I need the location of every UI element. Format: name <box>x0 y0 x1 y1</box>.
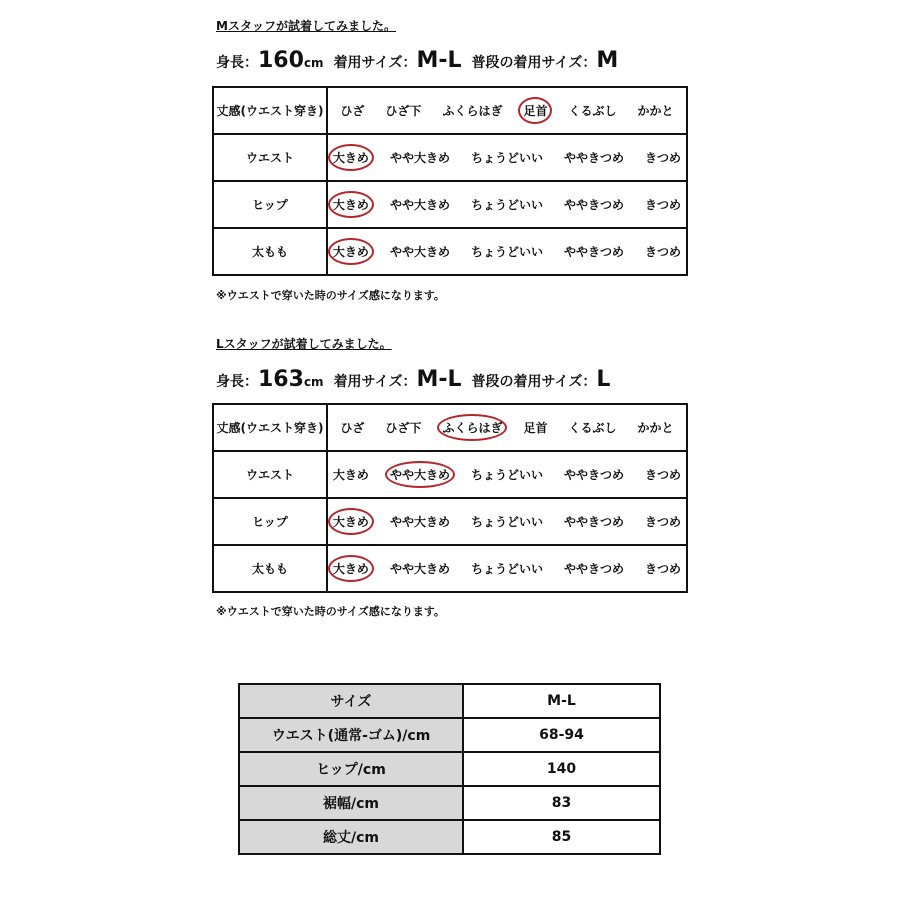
fit-option: きつめ <box>644 198 681 212</box>
fit-options-cell <box>327 451 687 498</box>
size-spec-table <box>238 683 661 855</box>
size-key: ヒップ/cm <box>239 752 463 786</box>
height-unit: cm <box>303 56 324 70</box>
size-key: ウエスト(通常-ゴム)/cm <box>239 718 463 752</box>
size-value: 83 <box>463 786 660 820</box>
fit-row-label: ウエスト <box>213 451 327 498</box>
fit-option: ちょうどいい <box>470 515 543 529</box>
fit-option: ひざ <box>340 104 365 118</box>
fit-row-label: 太もも <box>213 228 327 275</box>
fit-option: ひざ下 <box>385 421 422 435</box>
size-key: 裾幅/cm <box>239 786 463 820</box>
size-row <box>239 786 660 820</box>
fit-row <box>213 545 687 592</box>
fit-row-label: ヒップ <box>213 498 327 545</box>
fit-option-selected: やや大きめ <box>385 461 455 488</box>
m-staff-stats <box>216 48 618 73</box>
size-value: 140 <box>463 752 660 786</box>
fit-options-cell <box>327 228 687 275</box>
fit-row <box>213 451 687 498</box>
fit-option: ふくらはぎ <box>442 104 503 118</box>
fit-row <box>213 87 687 134</box>
fit-option: ちょうどいい <box>470 245 543 259</box>
fit-option: かかと <box>637 104 674 118</box>
fit-option-selected: 大きめ <box>328 144 374 171</box>
size-value: 85 <box>463 820 660 854</box>
fit-option: やや大きめ <box>389 515 450 529</box>
fit-option: くるぶし <box>568 421 617 435</box>
m-staff-note: ※ウエストで穿いた時のサイズ感になります。 <box>216 289 445 302</box>
usual-size-label: 普段の着用サイズ： <box>471 374 597 390</box>
fit-option: きつめ <box>644 515 681 529</box>
usual-size-value: L <box>596 367 611 392</box>
fit-option-selected: 大きめ <box>328 508 374 535</box>
fit-option: ちょうどいい <box>470 562 543 576</box>
fit-options-cell <box>327 404 687 451</box>
fit-option: やや大きめ <box>389 245 450 259</box>
fit-row <box>213 181 687 228</box>
height-value: 163 <box>258 367 304 392</box>
worn-size-label: 着用サイズ： <box>333 55 417 71</box>
l-staff-stats <box>216 367 610 392</box>
fit-option: ややきつめ <box>563 515 624 529</box>
height-label: 身長： <box>216 55 258 71</box>
height-label: 身長： <box>216 374 258 390</box>
usual-size-value: M <box>596 48 619 73</box>
fit-option: くるぶし <box>568 104 617 118</box>
fit-option-selected: ふくらはぎ <box>437 414 507 441</box>
fit-option: 足首 <box>523 421 548 435</box>
fit-row-label: 丈感(ウエスト穿き) <box>213 87 327 134</box>
fit-option-selected: 足首 <box>518 97 552 124</box>
fit-row-label: ウエスト <box>213 134 327 181</box>
fit-option: ちょうどいい <box>470 468 543 482</box>
fit-option: ややきつめ <box>563 151 624 165</box>
usual-size-label: 普段の着用サイズ： <box>471 55 597 71</box>
fit-option-selected: 大きめ <box>328 238 374 265</box>
fit-option: ちょうどいい <box>470 198 543 212</box>
fit-option: きつめ <box>644 562 681 576</box>
fit-option: やや大きめ <box>389 198 450 212</box>
fit-option: ひざ <box>340 421 365 435</box>
worn-size-label: 着用サイズ： <box>333 374 417 390</box>
size-row <box>239 820 660 854</box>
fit-row <box>213 134 687 181</box>
m-staff-fit-table <box>212 86 688 276</box>
worn-size-value: M-L <box>416 48 462 73</box>
fit-options-cell <box>327 498 687 545</box>
fit-option-selected: 大きめ <box>328 191 374 218</box>
fit-option: ややきつめ <box>563 198 624 212</box>
height-value: 160 <box>258 48 304 73</box>
fit-row <box>213 498 687 545</box>
fit-option: やや大きめ <box>389 151 450 165</box>
size-value: 68-94 <box>463 718 660 752</box>
fit-row <box>213 404 687 451</box>
fit-options-cell <box>327 87 687 134</box>
fit-row-label: ヒップ <box>213 181 327 228</box>
m-staff-title: Mスタッフが試着してみました。 <box>216 19 396 33</box>
fit-option: ちょうどいい <box>470 151 543 165</box>
height-unit: cm <box>303 375 324 389</box>
size-row <box>239 718 660 752</box>
fit-options-cell <box>327 545 687 592</box>
fit-row-label: 丈感(ウエスト穿き) <box>213 404 327 451</box>
fit-option: 大きめ <box>332 468 369 482</box>
l-staff-note: ※ウエストで穿いた時のサイズ感になります。 <box>216 605 445 618</box>
fit-options-cell <box>327 134 687 181</box>
size-key: 総丈/cm <box>239 820 463 854</box>
fit-option: ひざ下 <box>385 104 422 118</box>
fit-option: きつめ <box>644 468 681 482</box>
fit-option: きつめ <box>644 245 681 259</box>
fit-option: かかと <box>637 421 674 435</box>
size-row <box>239 684 660 718</box>
fit-options-cell <box>327 181 687 228</box>
size-row <box>239 752 660 786</box>
fit-option: ややきつめ <box>563 468 624 482</box>
fit-option: やや大きめ <box>389 562 450 576</box>
size-value: M-L <box>463 684 660 718</box>
l-staff-title: Lスタッフが試着してみました。 <box>216 337 392 351</box>
fit-option: ややきつめ <box>563 562 624 576</box>
worn-size-value: M-L <box>416 367 462 392</box>
fit-row <box>213 228 687 275</box>
fit-option: ややきつめ <box>563 245 624 259</box>
size-key: サイズ <box>239 684 463 718</box>
l-staff-fit-table <box>212 403 688 593</box>
fit-option-selected: 大きめ <box>328 555 374 582</box>
fit-option: きつめ <box>644 151 681 165</box>
fit-row-label: 太もも <box>213 545 327 592</box>
